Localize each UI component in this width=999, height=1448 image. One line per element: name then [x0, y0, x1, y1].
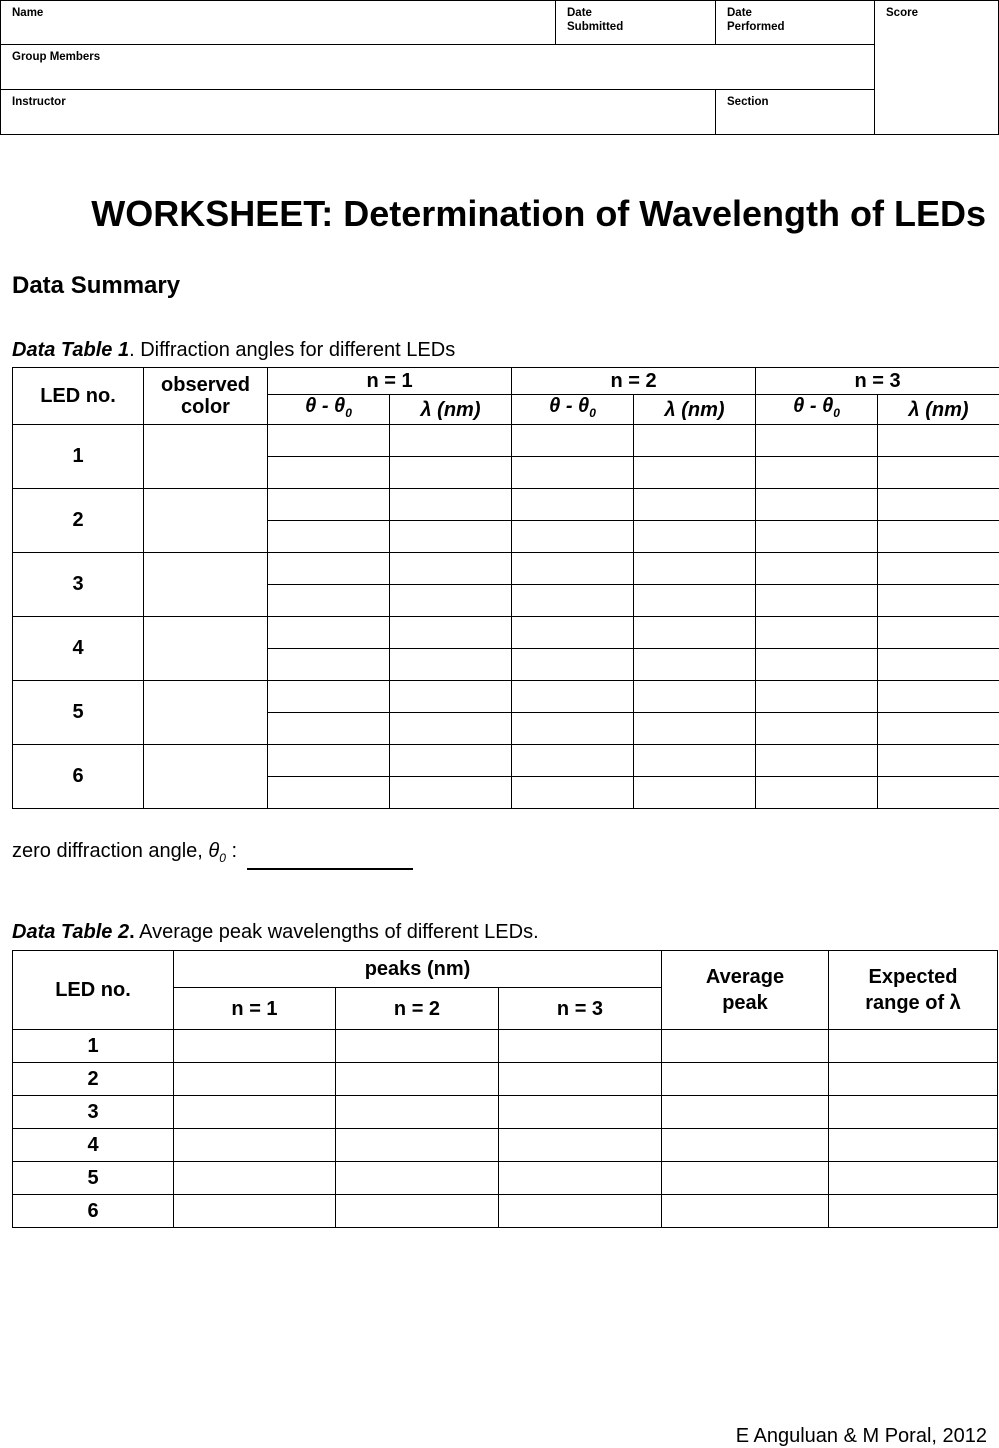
- t1-entry-cell[interactable]: [390, 713, 512, 745]
- t2-entry-cell[interactable]: [829, 1063, 998, 1096]
- t2-entry-cell[interactable]: [174, 1129, 336, 1162]
- t1-entry-cell[interactable]: [512, 457, 634, 489]
- t1-entry-cell[interactable]: [512, 777, 634, 809]
- t1-entry-cell[interactable]: [878, 777, 999, 809]
- t1-lambda-n2: λ (nm): [634, 395, 756, 425]
- t1-entry-cell[interactable]: [756, 745, 878, 777]
- t1-entry-cell[interactable]: [512, 489, 634, 521]
- t1-entry-cell[interactable]: [512, 713, 634, 745]
- t2-entry-cell[interactable]: [174, 1063, 336, 1096]
- t1-entry-cell[interactable]: [268, 425, 390, 457]
- score-label: Score: [886, 6, 987, 20]
- t2-row: [13, 1162, 998, 1195]
- t1-color-cell[interactable]: [144, 489, 268, 553]
- t1-entry-cell[interactable]: [756, 649, 878, 681]
- t1-color-cell[interactable]: [144, 745, 268, 809]
- table1-caption-label: Data Table 1: [12, 339, 129, 361]
- t1-entry-cell[interactable]: [756, 553, 878, 585]
- t1-theta-n2: θ - $\theta_0$: [512, 395, 634, 425]
- t1-entry-cell[interactable]: [268, 681, 390, 713]
- group-members-field[interactable]: [1, 45, 875, 90]
- t1-led-number: 2: [13, 489, 144, 553]
- name-label: Name: [12, 6, 544, 20]
- t1-entry-cell[interactable]: [512, 617, 634, 649]
- t1-entry-cell[interactable]: [390, 489, 512, 521]
- t1-entry-cell[interactable]: [512, 745, 634, 777]
- header-form: [0, 0, 999, 135]
- t2-col-n1: n = 1: [174, 988, 336, 1030]
- table2-caption-label: Data Table 2.: [12, 921, 135, 943]
- date-submitted-field[interactable]: [556, 1, 716, 45]
- t1-entry-cell[interactable]: [390, 553, 512, 585]
- t1-entry-cell[interactable]: [634, 521, 756, 553]
- t1-entry-cell[interactable]: [756, 521, 878, 553]
- data-table-2: [12, 950, 998, 1228]
- t2-led-number: 6: [13, 1195, 174, 1228]
- zero-angle-blank[interactable]: [247, 848, 413, 870]
- name-field[interactable]: [1, 1, 556, 45]
- t1-col-led: LED no.: [13, 368, 144, 425]
- t2-led-number: 3: [13, 1096, 174, 1129]
- t2-led-number: 5: [13, 1162, 174, 1195]
- t2-entry-cell[interactable]: [829, 1096, 998, 1129]
- t2-entry-cell[interactable]: [499, 1129, 662, 1162]
- t1-entry-cell[interactable]: [878, 425, 999, 457]
- t1-entry-cell[interactable]: [512, 649, 634, 681]
- t2-col-n3: n = 3: [499, 988, 662, 1030]
- t1-entry-cell[interactable]: [512, 425, 634, 457]
- t2-entry-cell[interactable]: [174, 1096, 336, 1129]
- t2-entry-cell[interactable]: [662, 1030, 829, 1063]
- date-performed-label-1: Date: [727, 6, 863, 20]
- t1-entry-cell[interactable]: [634, 553, 756, 585]
- t2-entry-cell[interactable]: [829, 1162, 998, 1195]
- credit-line: E Anguluan & M Poral, 2012: [736, 1424, 987, 1448]
- t1-theta-n3: θ - $\theta_0$: [756, 395, 878, 425]
- t2-col-peaks: peaks (nm): [174, 951, 662, 988]
- t2-entry-cell[interactable]: [174, 1162, 336, 1195]
- t1-entry-cell[interactable]: [268, 585, 390, 617]
- t1-lambda-n1: λ (nm): [390, 395, 512, 425]
- table2-caption: [12, 920, 539, 944]
- t1-led-number: 6: [13, 745, 144, 809]
- t1-entry-cell[interactable]: [512, 681, 634, 713]
- t1-entry-cell[interactable]: [634, 777, 756, 809]
- t1-entry-cell[interactable]: [512, 553, 634, 585]
- t1-entry-cell[interactable]: [390, 457, 512, 489]
- t2-entry-cell[interactable]: [499, 1195, 662, 1228]
- t1-entry-cell[interactable]: [878, 553, 999, 585]
- t2-col-average: Average peak: [662, 951, 829, 1030]
- t1-entry-cell[interactable]: [878, 745, 999, 777]
- t2-entry-cell[interactable]: [499, 1063, 662, 1096]
- date-performed-field[interactable]: [716, 1, 875, 45]
- t2-entry-cell[interactable]: [829, 1129, 998, 1162]
- t1-entry-cell[interactable]: [390, 649, 512, 681]
- t1-lambda-n3: λ (nm): [878, 395, 999, 425]
- t1-row: [13, 681, 999, 713]
- t1-col-color: observed color: [144, 368, 268, 425]
- t2-entry-cell[interactable]: [499, 1162, 662, 1195]
- t1-entry-cell[interactable]: [268, 521, 390, 553]
- t1-entry-cell[interactable]: [756, 617, 878, 649]
- t2-entry-cell[interactable]: [662, 1162, 829, 1195]
- section-field[interactable]: [716, 90, 875, 135]
- t1-entry-cell[interactable]: [268, 745, 390, 777]
- t1-entry-cell[interactable]: [390, 777, 512, 809]
- date-submitted-label-1: Date: [567, 6, 704, 20]
- t1-entry-cell[interactable]: [512, 585, 634, 617]
- t1-entry-cell[interactable]: [512, 521, 634, 553]
- t2-led-number: 2: [13, 1063, 174, 1096]
- zero-angle-theta: $\theta_0$: [208, 840, 226, 862]
- t1-led-number: 5: [13, 681, 144, 745]
- score-field[interactable]: [875, 1, 999, 135]
- t2-entry-cell[interactable]: [174, 1030, 336, 1063]
- t2-row: [13, 1096, 998, 1129]
- t1-entry-cell[interactable]: [878, 713, 999, 745]
- t1-entry-cell[interactable]: [634, 681, 756, 713]
- t2-led-number: 4: [13, 1129, 174, 1162]
- t1-entry-cell[interactable]: [878, 649, 999, 681]
- date-submitted-label-2: Submitted: [567, 20, 704, 34]
- t2-entry-cell[interactable]: [336, 1195, 499, 1228]
- t1-led-number: 1: [13, 425, 144, 489]
- t1-entry-cell[interactable]: [634, 489, 756, 521]
- t1-entry-cell[interactable]: [634, 649, 756, 681]
- t1-entry-cell[interactable]: [878, 681, 999, 713]
- t1-entry-cell[interactable]: [878, 489, 999, 521]
- t1-entry-cell[interactable]: [390, 745, 512, 777]
- t1-row: [13, 425, 999, 457]
- t1-entry-cell[interactable]: [878, 585, 999, 617]
- section-label: Section: [727, 95, 863, 109]
- t1-led-number: 4: [13, 617, 144, 681]
- t1-color-cell[interactable]: [144, 617, 268, 681]
- t1-entry-cell[interactable]: [390, 585, 512, 617]
- t1-entry-cell[interactable]: [756, 681, 878, 713]
- t1-entry-cell[interactable]: [268, 457, 390, 489]
- t2-row: [13, 1030, 998, 1063]
- t1-col-n2: n = 2: [512, 368, 756, 395]
- t1-entry-cell[interactable]: [390, 521, 512, 553]
- t1-entry-cell[interactable]: [634, 425, 756, 457]
- t2-entry-cell[interactable]: [662, 1063, 829, 1096]
- t1-entry-cell[interactable]: [756, 713, 878, 745]
- instructor-label: Instructor: [12, 95, 704, 109]
- t1-entry-cell[interactable]: [268, 489, 390, 521]
- t1-entry-cell[interactable]: [878, 457, 999, 489]
- t2-entry-cell[interactable]: [336, 1096, 499, 1129]
- t2-entry-cell[interactable]: [174, 1195, 336, 1228]
- table1-caption-text: . Diffraction angles for different LEDs: [129, 339, 455, 361]
- t1-entry-cell[interactable]: [390, 617, 512, 649]
- t2-col-led: LED no.: [13, 951, 174, 1030]
- t1-col-n1: n = 1: [268, 368, 512, 395]
- t1-entry-cell[interactable]: [634, 713, 756, 745]
- t1-color-cell[interactable]: [144, 553, 268, 617]
- t1-row: [13, 617, 999, 649]
- t2-entry-cell[interactable]: [829, 1195, 998, 1228]
- zero-diffraction-angle: zero diffraction angle, $\theta_0$ :: [12, 839, 413, 870]
- t1-entry-cell[interactable]: [634, 457, 756, 489]
- t2-entry-cell[interactable]: [662, 1096, 829, 1129]
- t1-entry-cell[interactable]: [390, 681, 512, 713]
- t1-entry-cell[interactable]: [634, 617, 756, 649]
- t2-entry-cell[interactable]: [662, 1195, 829, 1228]
- t1-color-cell[interactable]: [144, 681, 268, 745]
- t1-entry-cell[interactable]: [756, 489, 878, 521]
- t1-entry-cell[interactable]: [268, 713, 390, 745]
- group-members-label: Group Members: [12, 50, 863, 64]
- t2-entry-cell[interactable]: [662, 1129, 829, 1162]
- t2-entry-cell[interactable]: [336, 1030, 499, 1063]
- t2-entry-cell[interactable]: [336, 1162, 499, 1195]
- instructor-field[interactable]: [1, 90, 716, 135]
- section-heading: Data Summary: [12, 270, 180, 302]
- date-performed-label-2: Performed: [727, 20, 863, 34]
- t1-row: [13, 745, 999, 777]
- t2-entry-cell[interactable]: [336, 1129, 499, 1162]
- t1-entry-cell[interactable]: [268, 649, 390, 681]
- t1-entry-cell[interactable]: [756, 777, 878, 809]
- t1-entry-cell[interactable]: [878, 617, 999, 649]
- t1-entry-cell[interactable]: [756, 585, 878, 617]
- page-title: WORKSHEET: Determination of Wavelength of LEDs: [0, 192, 999, 236]
- t2-row: [13, 1195, 998, 1228]
- t1-entry-cell[interactable]: [878, 521, 999, 553]
- t1-entry-cell[interactable]: [268, 553, 390, 585]
- t1-entry-cell[interactable]: [634, 745, 756, 777]
- t1-entry-cell[interactable]: [390, 425, 512, 457]
- t1-led-number: 3: [13, 553, 144, 617]
- t1-entry-cell[interactable]: [756, 425, 878, 457]
- t1-row: [13, 489, 999, 521]
- t1-entry-cell[interactable]: [756, 457, 878, 489]
- t2-row: [13, 1063, 998, 1096]
- t2-col-expected: Expected range of λ: [829, 951, 998, 1030]
- t1-color-cell[interactable]: [144, 425, 268, 489]
- t2-row: [13, 1129, 998, 1162]
- t2-entry-cell[interactable]: [499, 1096, 662, 1129]
- t1-entry-cell[interactable]: [268, 777, 390, 809]
- t1-col-n3: n = 3: [756, 368, 999, 395]
- table1-caption: [12, 338, 455, 362]
- t1-entry-cell[interactable]: [634, 585, 756, 617]
- t1-entry-cell[interactable]: [268, 617, 390, 649]
- t2-entry-cell[interactable]: [829, 1030, 998, 1063]
- t2-entry-cell[interactable]: [499, 1030, 662, 1063]
- t1-theta-n1: θ - $\theta_0$: [268, 395, 390, 425]
- t2-entry-cell[interactable]: [336, 1063, 499, 1096]
- t1-row: [13, 553, 999, 585]
- table2-caption-text: Average peak wavelengths of different LEDs.: [135, 921, 539, 943]
- t2-led-number: 1: [13, 1030, 174, 1063]
- t2-col-n2: n = 2: [336, 988, 499, 1030]
- data-table-1: [12, 367, 999, 809]
- zero-angle-label: zero diffraction angle,: [12, 840, 208, 862]
